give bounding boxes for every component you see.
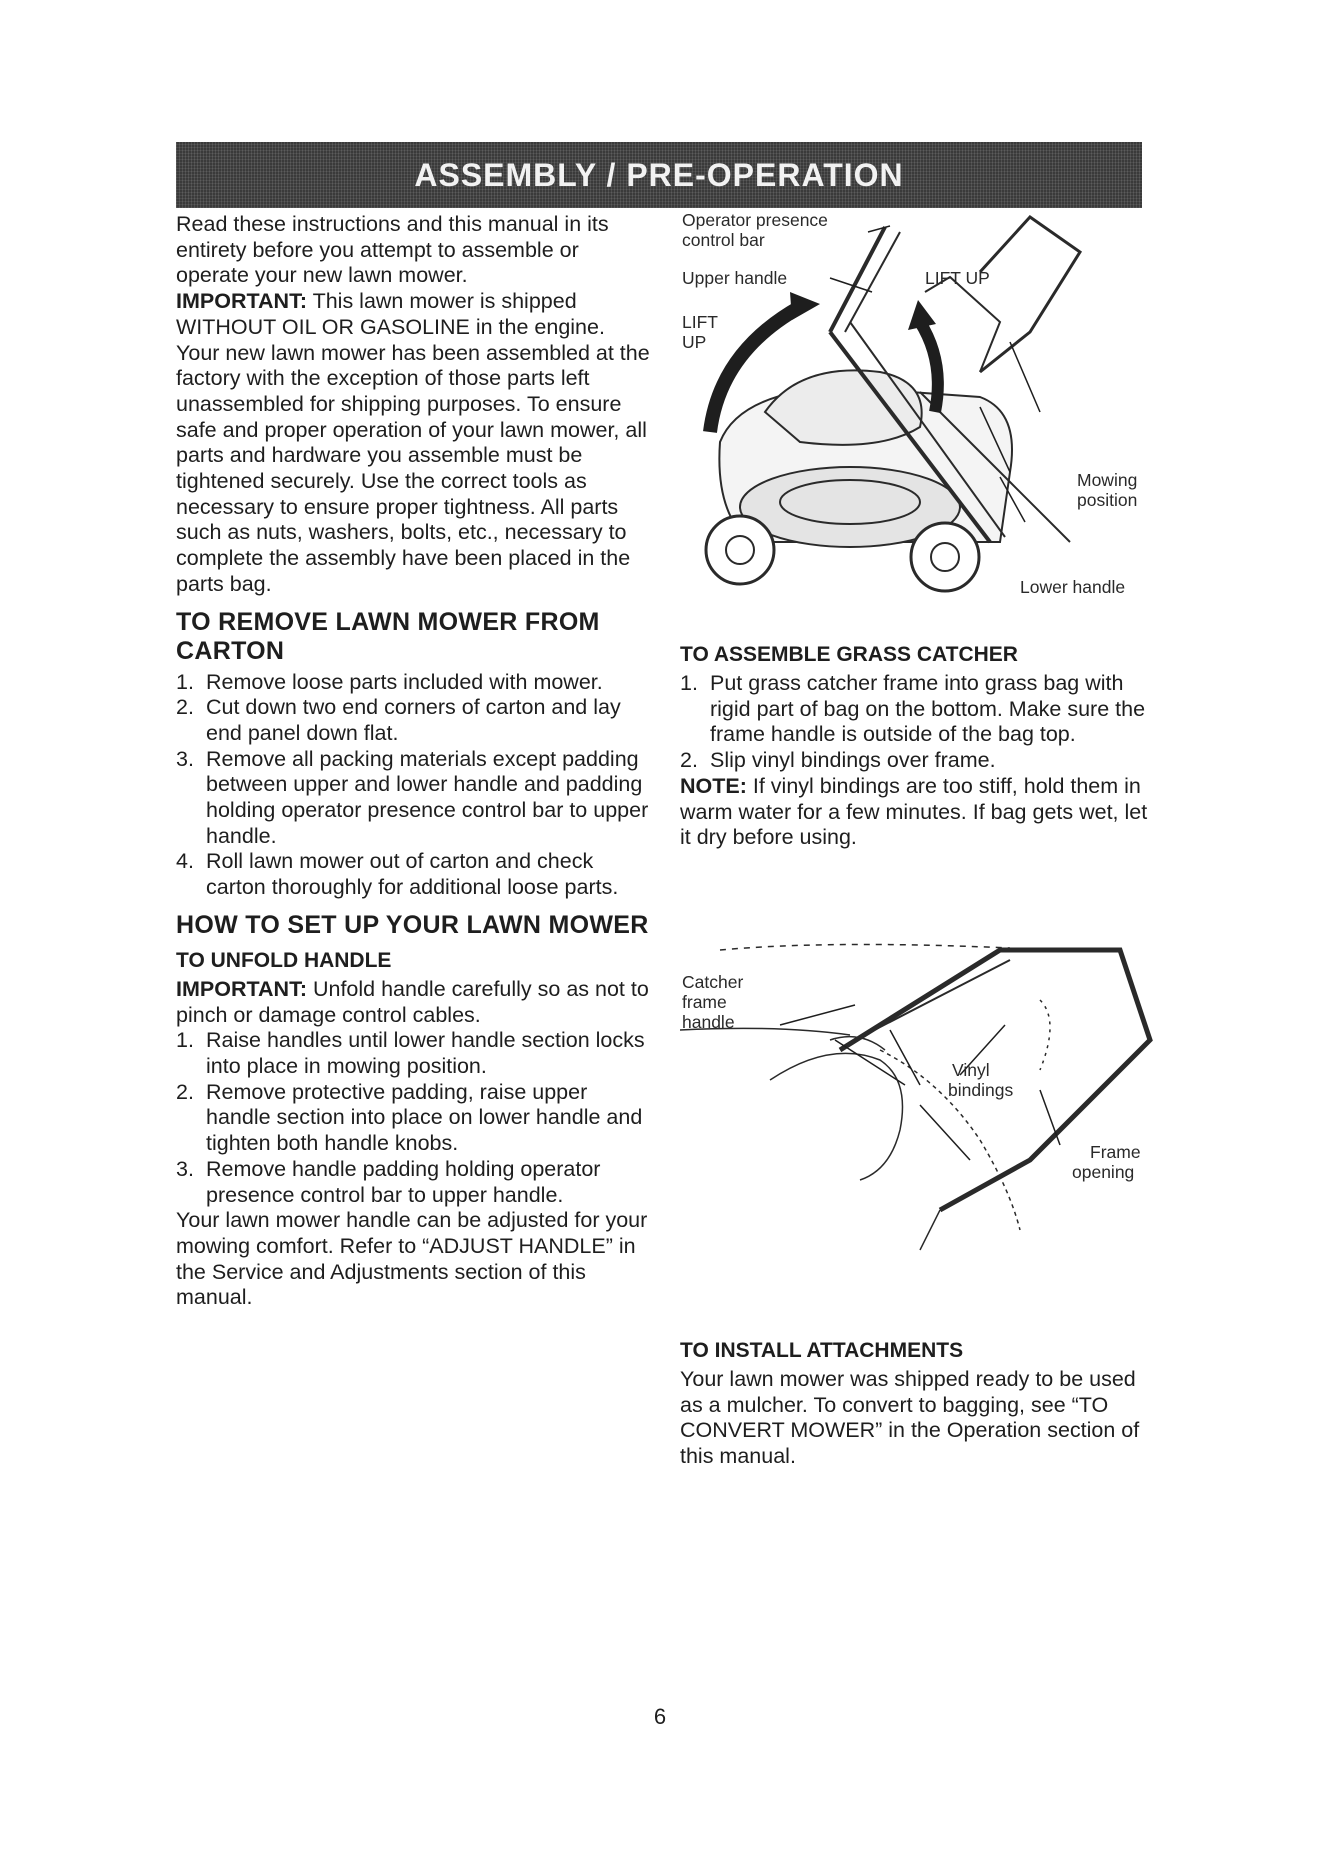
label-vinyl: Vinyl xyxy=(952,1060,990,1080)
label-lift: LIFT xyxy=(682,312,718,332)
label-control-bar: control bar xyxy=(682,230,765,250)
unfold-subheading: TO UNFOLD HANDLE xyxy=(176,948,392,972)
note-paragraph xyxy=(680,774,1150,851)
label-frame: frame xyxy=(682,992,727,1012)
list-item: 4. Roll lawn mower out of carton and check carton thoroughly for additional loose parts. xyxy=(176,849,619,900)
label-catcher: Catcher xyxy=(682,972,744,992)
label-upper-handle: Upper handle xyxy=(682,268,788,288)
important-text: Unfold handle carefully so as not to pinch or damage control cables. xyxy=(176,976,649,1027)
attachments-paragraph: Your lawn mower was shipped ready to be used as a mulcher. To convert to bagging, see “TO CONVERT MOWER” in the Operation section of this manual. xyxy=(680,1367,1140,1469)
catcher-steps xyxy=(680,671,1150,774)
unfold-steps xyxy=(176,1028,650,1208)
list-item: 2. Cut down two end corners of carton and lay end panel down flat. xyxy=(176,695,621,745)
list-item: 1. Raise handles until lower handle section locks into place in mowing position. xyxy=(176,1028,645,1078)
label-up: UP xyxy=(682,332,707,352)
assembly-paragraph: Your new lawn mower has been assembled at the factory with the exception of those parts left unassembled for shipping purposes. To ensure safe and proper operation of your lawn mower, all parts and hardware you assemble must be tightened securely. Use the correct tools as necessary to ensure proper tightness. All parts such as nuts, washers, bolts, etc., necessary to complete the assembly have been placed in the parts bag. xyxy=(176,340,650,596)
remove-heading: TO REMOVE LAWN MOWER FROM CARTON xyxy=(176,607,600,665)
label-operator-presence: Operator presence xyxy=(682,210,828,230)
important-label: IMPORTANT: xyxy=(176,976,307,1001)
list-item: 1. Remove loose parts included with mower. xyxy=(176,669,603,694)
remove-steps xyxy=(176,670,650,901)
label-bindings: bindings xyxy=(948,1080,1014,1100)
mower-handle-figure xyxy=(680,212,1155,612)
intro-paragraph: Read these instructions and this manual in its entirety before you attempt to assemble or operate your new lawn mower. xyxy=(176,212,609,288)
grass-catcher-figure xyxy=(680,930,1155,1260)
label-position: position xyxy=(1077,490,1138,510)
section-banner xyxy=(176,142,1142,208)
important-text: This lawn mower is shipped WITHOUT OIL OR GASOLINE in the engine. xyxy=(176,289,605,339)
right-column-attachments xyxy=(680,1338,1150,1470)
banner-title: ASSEMBLY / PRE-OPERATION xyxy=(414,156,904,193)
list-item: 3. Remove all packing materials except padding between upper and lower handle and padding holding operator presence control bar to upper handle. xyxy=(176,746,649,848)
catcher-heading: TO ASSEMBLE GRASS CATCHER xyxy=(680,643,1018,666)
important-notice xyxy=(176,289,650,340)
list-item: 1. Put grass catcher frame into grass bag with rigid part of bag on the bottom. Make sure the frame handle is outside of the bag top. xyxy=(680,671,1146,747)
attachments-heading: TO INSTALL ATTACHMENTS xyxy=(680,1339,964,1362)
unfold-important xyxy=(176,977,650,1028)
label-handle: handle xyxy=(682,1012,735,1032)
label-lower-handle: Lower handle xyxy=(1020,577,1126,597)
handle-adjust-paragraph: Your lawn mower handle can be adjusted for your mowing comfort. Refer to “ADJUST HANDLE” in the Service and Adjustments section of this manual. xyxy=(176,1208,648,1310)
list-item: 2. Slip vinyl bindings over frame. xyxy=(680,748,996,773)
left-column xyxy=(176,212,650,1311)
label-lift-up-right: LIFT UP xyxy=(925,268,990,288)
right-column-catcher xyxy=(680,642,1150,851)
important-label: IMPORTANT: xyxy=(176,289,307,314)
setup-heading: HOW TO SET UP YOUR LAWN MOWER xyxy=(176,910,649,939)
label-frame-opening-2: opening xyxy=(1072,1162,1135,1182)
note-label: NOTE: xyxy=(680,773,747,798)
list-item: 3. Remove handle padding holding operator presence control bar to upper handle. xyxy=(176,1156,601,1207)
note-text: If vinyl bindings are too stiff, hold them in warm water for a few minutes. If bag gets wet, let it dry before using. xyxy=(680,773,1148,850)
catcher-illustration xyxy=(680,930,1155,1260)
list-item: 2. Remove protective padding, raise upper handle section into place on lower handle and tighten both handle knobs. xyxy=(176,1079,643,1156)
label-frame-opening-1: Frame xyxy=(1090,1142,1141,1162)
label-mowing: Mowing xyxy=(1077,470,1138,490)
page-number: 6 xyxy=(653,1704,667,1729)
